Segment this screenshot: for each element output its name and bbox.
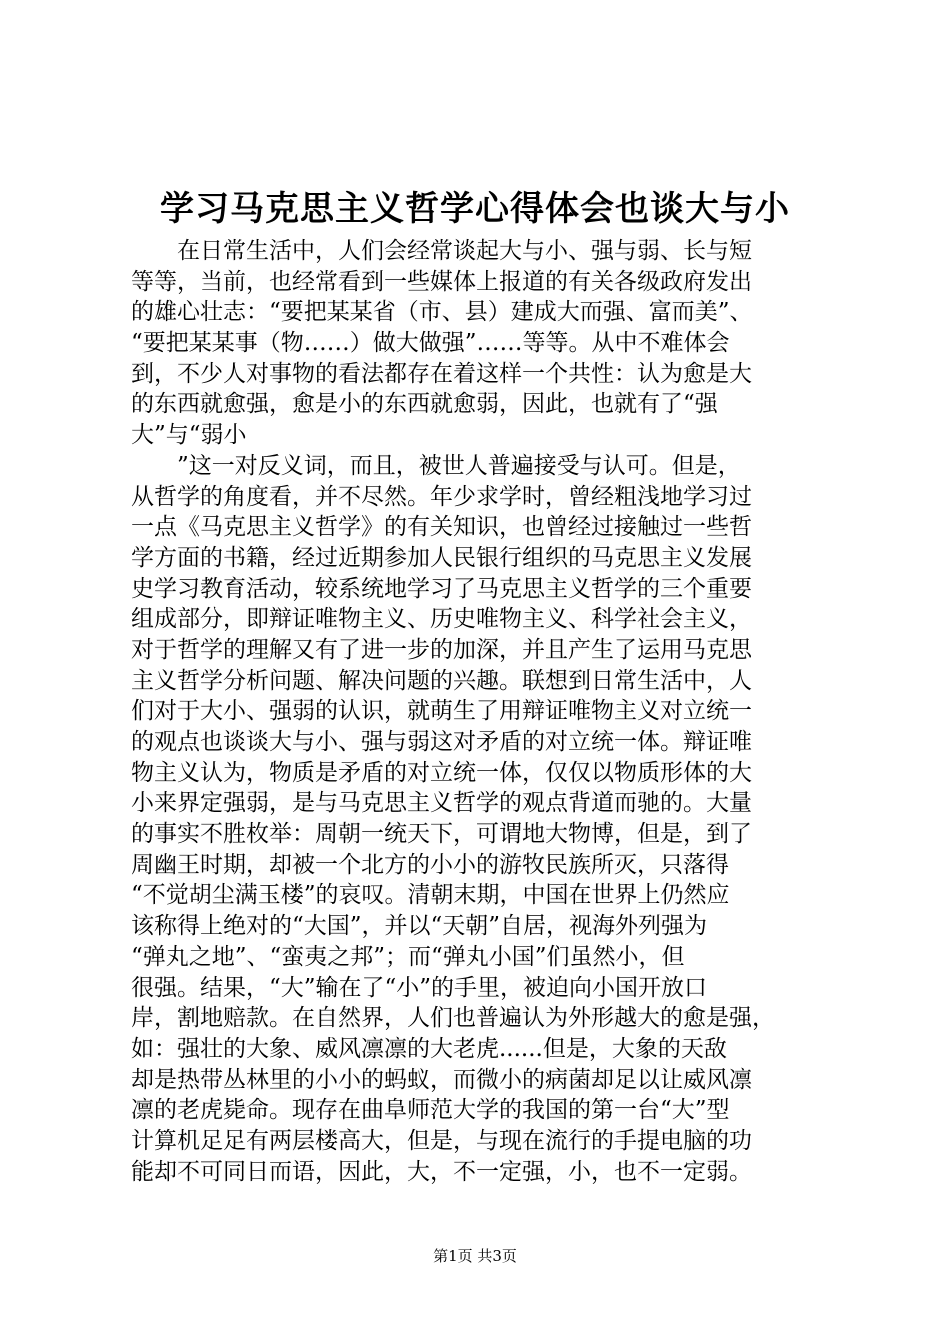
paragraph-line: 史学习教育活动，较系统地学习了马克思主义哲学的三个重要 <box>131 575 752 602</box>
paragraph-line: 的事实不胜枚举：周朝一统天下，可谓地大物博，但是，到了 <box>131 821 752 848</box>
paragraph-line: 等等，当前，也经常看到一些媒体上报道的有关各级政府发出 <box>131 268 752 295</box>
paragraph-line: 物主义认为，物质是矛盾的对立统一体，仅仅以物质形体的大 <box>131 759 752 786</box>
paragraph-line: 们对于大小、强弱的认识，就萌生了用辩证唯物主义对立统一 <box>131 698 752 725</box>
paragraph-line: 到，不少人对事物的看法都存在着这样一个共性：认为愈是大 <box>131 360 752 387</box>
document-body <box>131 236 831 1187</box>
paragraph-line: 很强。结果，“大”输在了“小”的手里，被迫向小国开放口 <box>131 974 708 1001</box>
paragraph-line: 岸，割地赔款。在自然界，人们也普遍认为外形越大的愈是强， <box>131 1005 775 1032</box>
paragraph-line: 周幽王时期，却被一个北方的小小的游牧民族所灭，只落得 <box>131 851 729 878</box>
paragraph-line: 在日常生活中，人们会经常谈起大与小、强与弱、长与短 <box>131 238 752 264</box>
document-title: 学习马克思主义哲学心得体会也谈大与小 <box>160 189 790 229</box>
paragraph-line: 如：强壮的大象、威风凛凛的大老虎......但是，大象的天敌 <box>131 1035 727 1062</box>
paragraph-line: 的雄心壮志：“要把某某省（市、县）建成大而强、富而美”、 <box>131 299 753 326</box>
paragraph-line: 主义哲学分析问题、解决问题的兴趣。联想到日常生活中，人 <box>131 667 752 694</box>
paragraph-line: 一点《马克思主义哲学》的有关知识，也曾经过接触过一些哲 <box>131 514 752 541</box>
paragraph-line: 能却不可同日而语，因此，大，不一定强，小，也不一定弱。 <box>131 1158 752 1185</box>
paragraph-line: 组成部分，即辩证唯物主义、历史唯物主义、科学社会主义， <box>131 606 752 633</box>
paragraph-line: 却是热带丛林里的小小的蚂蚁，而微小的病菌却足以让威风凛 <box>131 1066 752 1093</box>
paragraph-line: 凛的老虎毙命。现存在曲阜师范大学的我国的第一台“大”型 <box>131 1097 730 1124</box>
paragraph-line: 从哲学的角度看，并不尽然。年少求学时，曾经粗浅地学习过 <box>131 483 752 510</box>
paragraph-line: “弹丸之地”、“蛮夷之邦”；而“弹丸小国”们虽然小，但 <box>131 943 685 970</box>
page-footer: 第1页 共3页 <box>433 1247 517 1265</box>
paragraph-line: 小来界定强弱，是与马克思主义哲学的观点背道而驰的。大量 <box>131 790 752 817</box>
paragraph-line: 该称得上绝对的“大国”，并以“天朝”自居，视海外列强为 <box>131 913 708 940</box>
paragraph-line: ”这一对反义词，而且，被世人普遍接受与认可。但是， <box>131 452 741 479</box>
paragraph-line: 的东西就愈强，愈是小的东西就愈弱，因此，也就有了“强 <box>131 391 718 418</box>
paragraph-line: 大”与“弱小 <box>131 422 247 449</box>
paragraph-line: 对于哲学的理解又有了进一步的加深，并且产生了运用马克思 <box>131 636 752 663</box>
paragraph-line: “要把某某事（物……）做大做强”……等等。从中不难体会 <box>131 330 730 357</box>
paragraph-line: 的观点也谈谈大与小、强与弱这对矛盾的对立统一体。辩证唯 <box>131 729 752 755</box>
paragraph-line: 学方面的书籍，经过近期参加人民银行组织的马克思主义发展 <box>131 544 752 571</box>
paragraph-line: 计算机足足有两层楼高大，但是，与现在流行的手提电脑的功 <box>131 1127 752 1154</box>
paragraph-line: “不觉胡尘满玉楼”的哀叹。清朝末期，中国在世界上仍然应 <box>131 882 730 909</box>
